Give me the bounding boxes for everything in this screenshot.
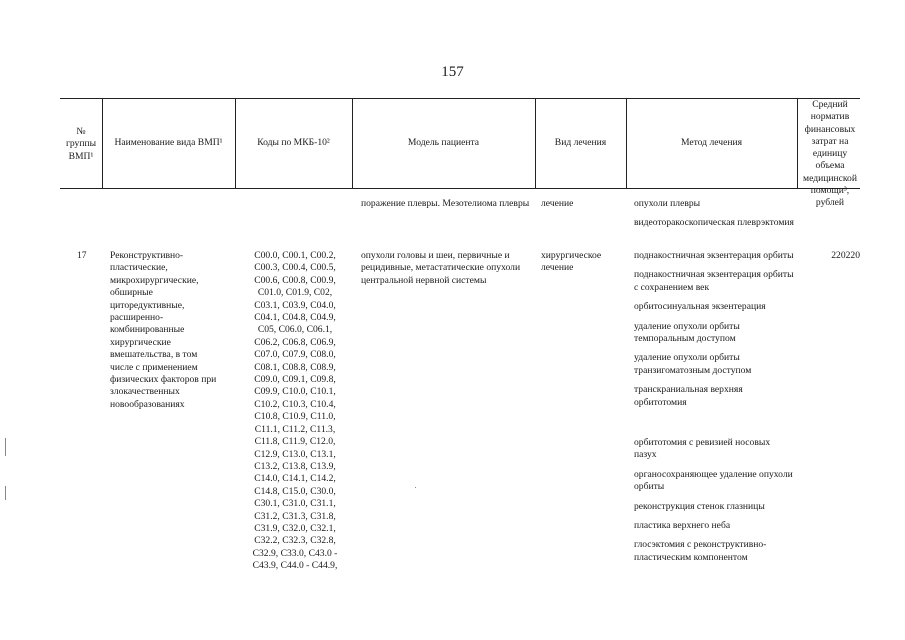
vmp-name-line: пластические, xyxy=(110,262,168,274)
mkb-line: C07.0, C07.9, C08.0, xyxy=(254,349,336,361)
row17-treatment-type: хирургическое лечение xyxy=(541,250,602,274)
mkb-line: C11.1, C11.2, C11.3, xyxy=(254,423,336,435)
method-item: поднакостничная экзентерация орбиты xyxy=(634,250,794,261)
row17-vmp-name xyxy=(110,250,234,411)
mkb-line: C05, C06.0, C06.1, xyxy=(257,324,333,336)
mkb-line: C00.6, C00.8, C00.9, xyxy=(254,274,336,286)
cont-treatment-type: лечение xyxy=(541,198,574,209)
vmp-name-line: физических факторов при xyxy=(110,374,217,386)
mkb-line: C08.1, C08.8, C08.9, xyxy=(254,361,336,373)
scan-artifact-mark xyxy=(5,438,6,456)
scan-artifact-dot xyxy=(415,487,416,488)
table-top-rule xyxy=(60,98,860,99)
header-avg-cost-line: объема xyxy=(815,160,845,172)
mkb-line: C10.8, C10.9, C11.0, xyxy=(254,411,336,423)
header-vmp-name: Наименование вида ВМП¹ xyxy=(114,137,223,148)
row17-mkb-codes xyxy=(241,250,349,573)
mkb-line: C43.9, C44.0 - C44.9, xyxy=(252,560,338,572)
method-item: удаление опухоли орбиты транзигоматозным доступом xyxy=(634,352,752,376)
method-item: опухоли плевры xyxy=(634,198,701,209)
header-avg-cost-line: норматив xyxy=(810,111,850,123)
header-group-no-line: ВМП¹ xyxy=(68,150,94,162)
method-item: пластика верхнего неба xyxy=(634,520,731,532)
header-patient-model: Модель пациента xyxy=(407,137,480,148)
method-item: глосэктомия с реконструктивно-пластическим компонентом xyxy=(634,539,767,563)
row17-methods-top xyxy=(634,250,794,416)
cont-methods xyxy=(634,198,794,237)
header-treatment-method: Метод лечения xyxy=(680,137,743,148)
header-mkb-codes: Коды по МКБ-10² xyxy=(257,137,330,148)
method-item: реконструкция стенок глазницы xyxy=(634,500,765,512)
header-treatment-type: Вид лечения xyxy=(554,137,607,148)
header-avg-cost xyxy=(798,99,862,210)
mkb-line: C00.0, C00.1, C00.2, xyxy=(254,250,336,261)
vmp-name-line: вмешательства, в том xyxy=(110,349,198,361)
method-item: органосохраняющее удаление опухоли орбиты xyxy=(634,468,793,493)
vmp-name-line: числе с применением xyxy=(110,361,198,373)
mkb-line: C11.8, C11.9, C12.0, xyxy=(254,436,336,448)
mkb-line: C04.1, C04.8, C04.9, xyxy=(254,312,336,324)
row17-avg-cost: 220220 xyxy=(831,250,860,261)
header-avg-cost-line: финансовых xyxy=(804,123,856,135)
vmp-name-line: злокачественных xyxy=(110,386,180,398)
vmp-name-line: Реконструктивно- xyxy=(110,250,184,261)
mkb-line: C12.9, C13.0, C13.1, xyxy=(254,448,336,460)
mkb-line: C06.2, C06.8, C06.9, xyxy=(254,336,336,348)
cont-patient-model: поражение плевры. Мезотелиома плевры xyxy=(361,198,530,209)
scan-artifact-mark xyxy=(5,486,6,500)
mkb-line: C30.1, C31.0, C31.1, xyxy=(254,498,336,510)
mkb-line: C14.8, C15.0, C30.0, xyxy=(254,485,336,497)
mkb-line: C03.1, C03.9, C04.0, xyxy=(254,299,336,311)
row17-patient-model: опухоли головы и шеи, первичные и рецидивные, метастатические опухоли центральной нервной системы xyxy=(361,250,521,286)
method-item: видеоторакоскопическая плеврэктомия xyxy=(634,217,794,229)
vmp-name-line: обширные xyxy=(110,287,153,299)
page-number: 157 xyxy=(441,64,464,80)
mkb-line: C10.2, C10.3, C10.4, xyxy=(254,398,336,410)
mkb-line: C00.3, C00.4, C00.5, xyxy=(254,262,336,274)
mkb-line: C32.9, C33.0, C43.0 - xyxy=(252,547,338,559)
header-avg-cost-line: помощи³, рублей xyxy=(810,185,850,209)
mkb-line: C13.2, C13.8, C13.9, xyxy=(254,460,336,472)
header-avg-cost-line: Средний xyxy=(812,99,848,110)
method-item: орбитотомия с ревизией носовых пазух xyxy=(634,437,771,461)
vmp-name-line: новообразованиях xyxy=(110,398,185,410)
header-group-no xyxy=(61,126,101,163)
header-group-no-line: группы xyxy=(65,138,97,150)
mkb-line: C09.9, C10.0, C10.1, xyxy=(254,386,336,398)
header-group-no-line: № xyxy=(76,126,86,137)
header-avg-cost-line: затрат на единицу xyxy=(811,135,849,160)
mkb-line: C09.0, C09.1, C09.8, xyxy=(254,374,336,386)
mkb-line: C14.0, C14.1, C14.2, xyxy=(254,473,336,485)
mkb-line: C32.2, C32.3, C32.8, xyxy=(254,535,336,547)
vmp-name-line: комбинированные xyxy=(110,324,185,336)
method-item: орбитосинуальная экзентерация xyxy=(634,301,766,313)
mkb-line: C01.0, C01.9, C02, xyxy=(257,287,333,299)
vmp-name-line: расширенно- xyxy=(110,312,164,324)
mkb-line: C31.9, C32.0, C32.1, xyxy=(254,522,336,534)
table-header-bottom-rule xyxy=(60,188,860,189)
method-item: удаление опухоли орбиты темпоральным доступом xyxy=(634,320,740,345)
vmp-name-line: микрохирургические, xyxy=(110,274,199,286)
method-item: транскраниальная верхняя орбитотомия xyxy=(634,384,743,408)
row17-group-no: 17 xyxy=(77,250,87,261)
mkb-line: C31.2, C31.3, C31.8, xyxy=(254,510,336,522)
method-item: поднакостничная экзентерация орбиты с сохранением век xyxy=(634,269,794,293)
vmp-name-line: хирургические xyxy=(110,336,171,348)
row17-methods-bottom xyxy=(634,437,794,571)
header-avg-cost-line: медицинской xyxy=(803,172,857,184)
vmp-name-line: циторедуктивные, xyxy=(110,299,185,311)
